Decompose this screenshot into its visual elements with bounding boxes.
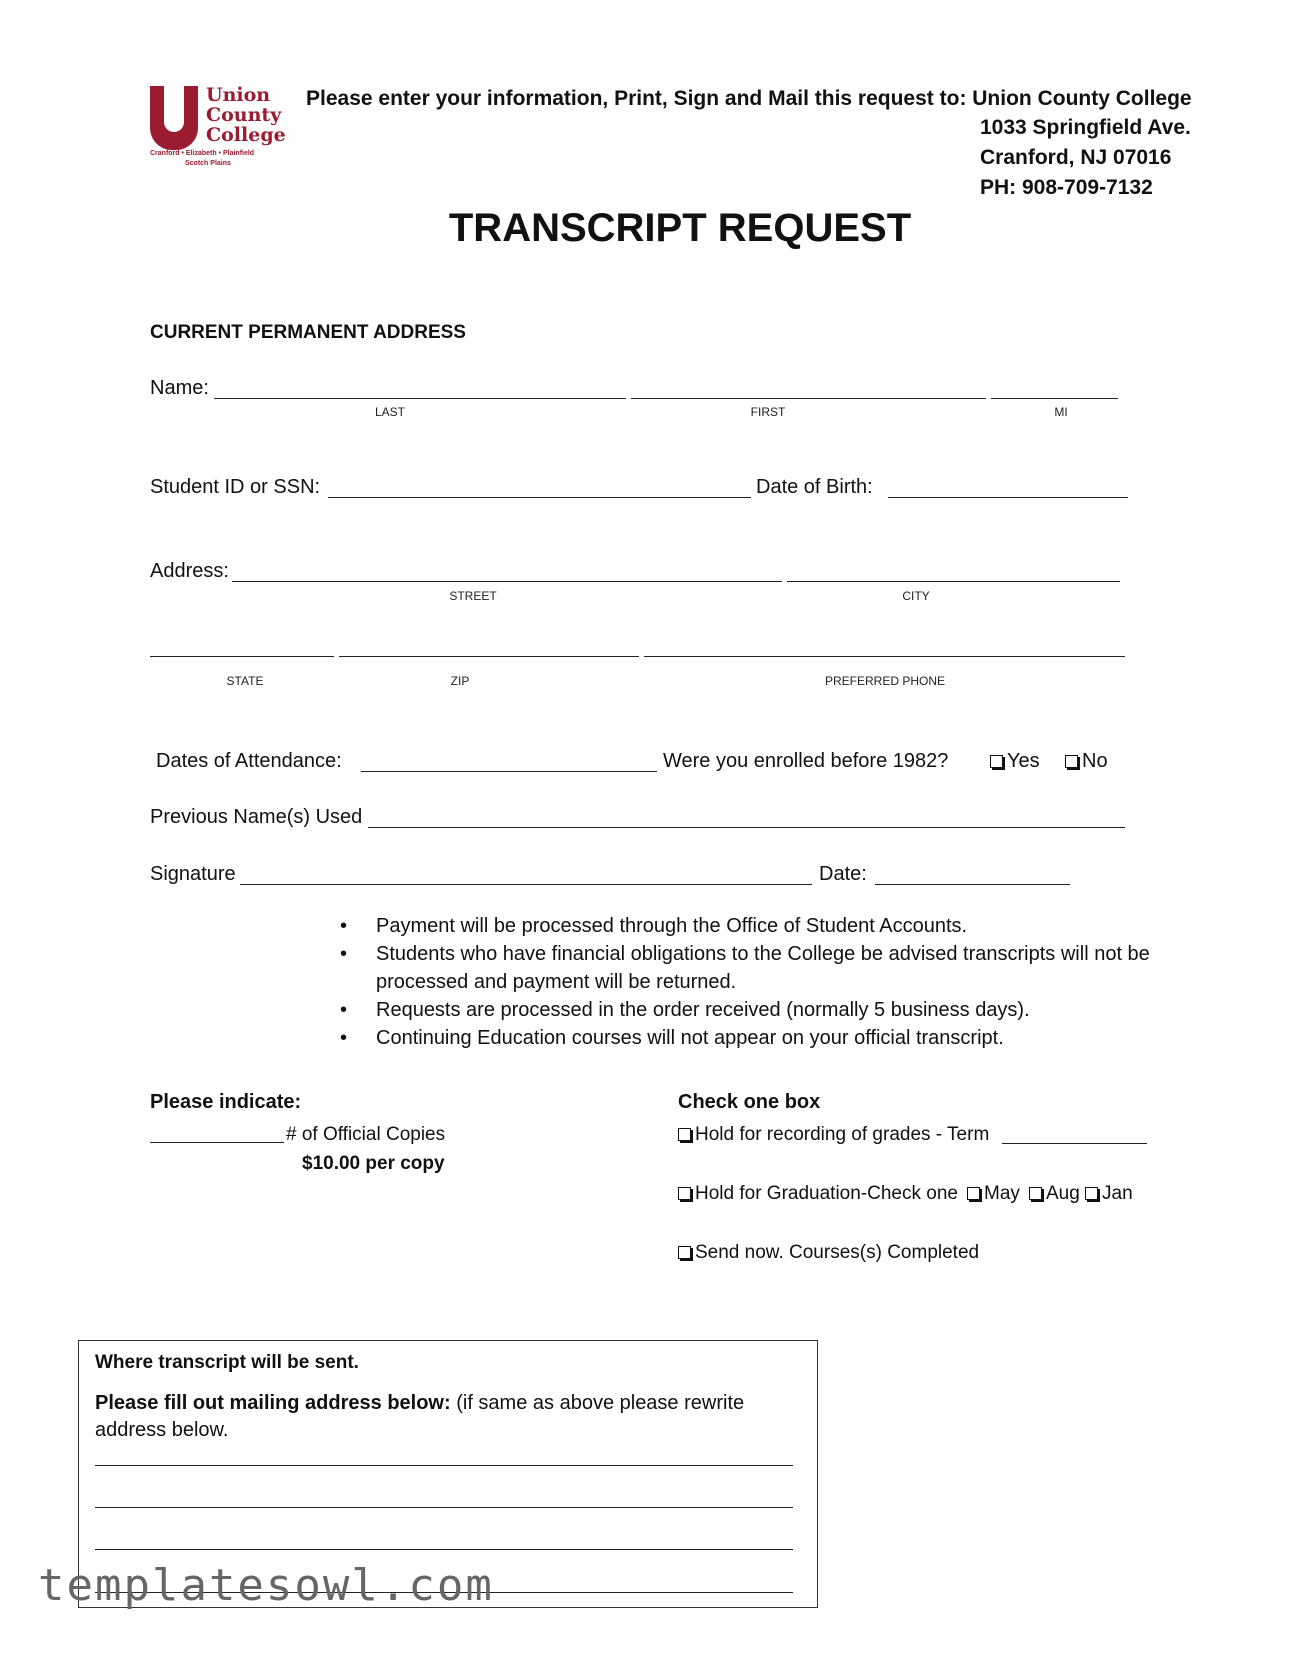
attendance-field[interactable] [361,771,657,772]
send-now-label: Send now. Courses(s) Completed [695,1242,980,1263]
note-item: • Continuing Education courses will not appear on your official transcript. [340,1024,1220,1052]
mailing-instruction-rest: (if same as above please rewrite address below. [95,1392,745,1441]
copies-label: # of Official Copies [286,1124,446,1145]
date-field[interactable] [875,884,1070,885]
logo-u-mark [150,86,198,150]
first-caption: FIRST [750,405,786,419]
logo-campuses-2: Scotch Plains [185,160,231,167]
state-field[interactable] [150,656,334,657]
street-caption: STREET [449,589,497,603]
checkbox-icon [678,1187,691,1200]
yes-label: Yes [1007,750,1040,772]
checkbox-icon [967,1187,980,1200]
address-label: Address: [150,560,229,582]
first-name-field[interactable] [631,398,986,399]
may-checkbox[interactable] [967,1183,1020,1205]
previous-names-label: Previous Name(s) Used [150,806,363,828]
last-name-field[interactable] [214,398,626,399]
checkbox-icon [1029,1187,1042,1200]
mailing-line-2[interactable] [95,1507,793,1508]
jan-label: Jan [1102,1183,1133,1204]
zip-field[interactable] [339,656,639,657]
name-label: Name: [150,377,209,399]
section-heading: CURRENT PERMANENT ADDRESS [150,322,466,343]
notes-list [340,912,1220,1052]
jan-checkbox[interactable] [1085,1183,1133,1205]
may-label: May [984,1183,1020,1204]
hold-graduation-label: Hold for Graduation-Check one [695,1183,958,1204]
student-id-label: Student ID or SSN: [150,476,321,498]
checkbox-icon [678,1128,691,1141]
college-city: Cranford, NJ 07016 [980,146,1172,169]
mailing-heading: Where transcript will be sent. [95,1352,359,1373]
signature-field[interactable] [240,884,812,885]
mailing-instruction: Please enter your information, Print, Sign and Mail this request to: Union County College [306,87,1192,110]
checkbox-icon [1065,755,1078,768]
enrolled-yes-checkbox[interactable] [990,750,1040,773]
dob-field[interactable] [888,497,1128,498]
logo-text-college: College [206,124,286,146]
checkbox-icon [1085,1187,1098,1200]
signature-label: Signature [150,863,236,885]
college-street: 1033 Springfield Ave. [980,116,1191,139]
street-field[interactable] [232,581,782,582]
note-item: • Students who have financial obligations to the College be advised transcripts will not be processed and payment will be returned. [340,940,1220,996]
note-item: • Requests are processed in the order received (normally 5 business days). [340,996,1220,1024]
student-id-field[interactable] [328,497,751,498]
enrolled-question: Were you enrolled before 1982? [663,750,949,772]
price-per-copy: $10.00 per copy [302,1153,445,1174]
logo-campuses: Cranford • Elizabeth • Plainfield [150,150,255,157]
hold-grades-option[interactable] [678,1124,989,1146]
term-field[interactable] [1002,1143,1147,1144]
hold-grades-label: Hold for recording of grades - Term [695,1124,990,1145]
checkbox-icon [990,755,1003,768]
copies-field[interactable] [150,1142,284,1143]
attendance-label: Dates of Attendance: [156,750,342,772]
previous-names-field[interactable] [368,827,1125,828]
city-caption: CITY [902,589,930,603]
hold-graduation-option[interactable] [678,1183,958,1205]
logo-text-county: County [206,104,282,126]
state-caption: STATE [226,674,264,688]
page-title: TRANSCRIPT REQUEST [448,206,912,250]
watermark: templatesowl.com [38,1560,494,1611]
note-item: • Payment will be processed through the Office of Student Accounts. [340,912,1220,940]
send-now-option[interactable] [678,1242,979,1264]
middle-initial-field[interactable] [991,398,1118,399]
date-label: Date: [819,863,867,885]
last-caption: LAST [374,405,406,419]
mailing-instruction-text [95,1390,795,1444]
check-heading: Check one box [678,1091,821,1113]
phone-caption: PREFERRED PHONE [824,674,946,688]
college-phone: PH: 908-709-7132 [980,176,1153,199]
no-label: No [1082,750,1108,772]
mailing-instruction-bold: Please fill out mailing address below: [95,1392,451,1414]
phone-field[interactable] [644,656,1125,657]
mi-caption: MI [1054,405,1068,419]
dob-label: Date of Birth: [756,476,873,498]
mailing-line-3[interactable] [95,1549,793,1550]
checkbox-icon [678,1246,691,1259]
logo-text-union: Union [206,84,271,106]
mailing-line-1[interactable] [95,1465,793,1466]
zip-caption: ZIP [450,674,470,688]
aug-label: Aug [1046,1183,1080,1204]
city-field[interactable] [787,581,1120,582]
indicate-heading: Please indicate: [150,1091,302,1113]
aug-checkbox[interactable] [1029,1183,1080,1205]
enrolled-no-checkbox[interactable] [1065,750,1108,773]
